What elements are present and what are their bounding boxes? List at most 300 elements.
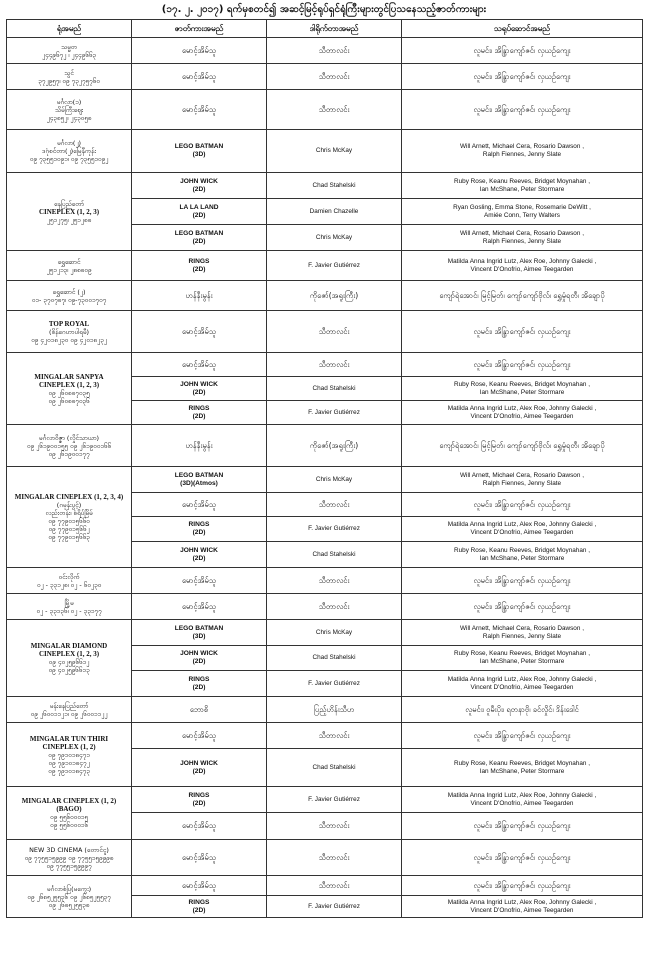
movie-cell [132, 281, 267, 311]
movie-cell-text: LA LA LAND [179, 203, 219, 211]
director-cell [267, 467, 402, 493]
cast-cell-text: Matilda Anna Ingrid Lutz, Alex Roe, Johnny Galecki , [447, 257, 597, 265]
movie-cell [132, 353, 267, 377]
movie-cell-text: မောင့်အိမ်သူ [181, 575, 217, 585]
movie-cell-text: (2D) [192, 211, 206, 219]
movie-cell [132, 64, 267, 90]
cast-cell [402, 671, 643, 697]
movie-cell-text: (2D) [192, 529, 206, 536]
movie-cell [132, 225, 267, 251]
cast-cell-text: Vincent D'Onofrio, Aimee Teegarden [470, 683, 574, 691]
movie-cell [132, 130, 267, 173]
movie-cell [132, 199, 267, 225]
theatre-cell [7, 251, 132, 281]
theatre-detail: ၀၉ ၄၂၀၁၈၂၃၀ ၀၉ ၄၂၀၁၈၂၃၂ [31, 335, 107, 344]
theatre-cell [7, 697, 132, 723]
cast-cell [402, 697, 643, 723]
cast-cell-text: လူမင်း၊ အိန္ဒြာကျော်ဇင်၊ လှယဉ်ကျေး [473, 71, 571, 81]
cast-cell-text: လူမင်း၊ အိန္ဒြာကျော်ဇင်၊ လှယဉ်ကျေး [473, 499, 571, 509]
director-cell-text: Chad Stahelski [312, 550, 356, 558]
cast-cell-text: လူမင်း၊ အိန္ဒြာကျော်ဇင်၊ လှယဉ်ကျေး [473, 730, 571, 740]
director-cell [267, 353, 402, 377]
cast-cell-text: လူမင်း၊ အိန္ဒြာကျော်ဇင်၊ လှယဉ်ကျေး [473, 326, 571, 336]
movie-cell-text: (2D) [192, 185, 206, 193]
cast-cell-text: Will Arnett, Michael Cera, Rosario Dawson , [460, 229, 584, 237]
cast-cell [402, 311, 643, 353]
director-cell [267, 377, 402, 401]
theatre-detail: ၀၂ - ၃၃၁၃၆၊ ၀၂ - ၃၃၁၇၇ [36, 606, 102, 615]
movie-cell [132, 377, 267, 401]
cast-cell-text: Ruby Rose, Keanu Reeves, Bridget Moynahan , [453, 546, 591, 554]
cast-cell [402, 173, 643, 199]
cast-cell-text: Ralph Fiennes, Jenny Slate [482, 151, 562, 158]
director-cell [267, 281, 402, 311]
movie-cell [132, 813, 267, 840]
director-cell-text: F. Javier Gutiérrez [308, 902, 360, 910]
movie-cell-text: (2D) [192, 767, 206, 775]
director-cell-text: သီတာလင်း [318, 730, 350, 740]
movie-cell [132, 517, 267, 542]
theatre-detail: ၂၅၁၂၁၃၊ ၂၈၈၈၀၉ [46, 265, 92, 274]
cast-cell-text: လူမင်း၊ အိန္ဒြာကျော်ဇင်၊ လှယဉ်ကျေး [473, 45, 571, 55]
director-cell [267, 517, 402, 542]
header-row [7, 20, 643, 38]
director-cell [267, 311, 402, 353]
theatre-cell [7, 876, 132, 918]
theatre-cell [7, 90, 132, 130]
movie-cell-text: (2D) [192, 265, 206, 273]
cast-cell [402, 401, 643, 425]
director-cell-text: ကိုဇော်(အရူးကြီး) [309, 290, 359, 300]
cast-cell [402, 646, 643, 671]
director-cell-text: Chad Stahelski [312, 763, 356, 771]
movie-cell-text: မောင့်အိမ်သူ [181, 71, 217, 81]
cast-cell [402, 281, 643, 311]
cast-cell-text: Amiée Conn, Terry Walters [484, 211, 560, 219]
theatre-cell [7, 64, 132, 90]
theatre-name: သွင် [64, 68, 74, 77]
theatre-detail: (စိန်ဂေဟာပါရမီ) [49, 327, 89, 336]
theatre-name: TOP ROYAL [48, 319, 90, 328]
theatre-detail: ၀၉ ၄၀၂၅၉၆၆၁၂ [48, 658, 90, 666]
director-cell [267, 620, 402, 646]
movie-cell-text: JOHN WICK [180, 650, 218, 657]
cast-cell-text: Ian McShane, Peter Stormare [479, 185, 565, 193]
director-cell [267, 723, 402, 749]
theatre-cell [7, 568, 132, 594]
theatre-name: မင်္ဂလာ(၁) [56, 97, 82, 106]
table-row [7, 425, 643, 467]
table-row [7, 876, 643, 896]
movie-cell-text: LEGO BATMAN [174, 229, 224, 237]
theatre-detail: ၀၉ ၂၆၈၅၂၅၅၃၆ ၀၉ ၂၆၈၅၂၅၅၃၇ [27, 892, 111, 901]
table-row [7, 90, 643, 130]
director-cell [267, 594, 402, 620]
director-cell-text: သီတာလင်း [318, 499, 350, 509]
director-cell [267, 38, 402, 64]
cast-cell [402, 620, 643, 646]
theatre-detail: သိမ်ကြီးဈေး [54, 105, 84, 114]
movie-cell [132, 620, 267, 646]
movie-cell-text: RINGS [188, 404, 210, 412]
cast-cell [402, 225, 643, 251]
theatre-detail: လည်းတန်း၊ စံရိပ်မြိမ် [45, 509, 93, 517]
theatre-detail: (BAGO) [56, 805, 82, 813]
cast-cell [402, 723, 643, 749]
cast-cell-text: Vincent D'Onofrio, Aimee Teegarden [470, 412, 574, 420]
table-row [7, 467, 643, 493]
theatre-detail: ၀၉ ၂၆၁၉၀၀၁၅၅ ၀၉ ၂၆၁၉၀၀၁၆၆ [26, 441, 112, 450]
movie-cell-text: (3D) [192, 151, 206, 158]
director-cell [267, 225, 402, 251]
director-cell-text: သီတာလင်း [318, 852, 350, 862]
header-movie: ဇာတ်ကားအမည် [132, 20, 267, 38]
movie-cell-text: JOHN WICK [180, 380, 218, 388]
cast-cell-text: ကျော်ရဲအောင်၊ မြင့်မြတ်၊ ကျော်ကျော်ဗိုလ်၊ ရွှေမှုံရတီ၊ အိချောပို [439, 440, 605, 450]
director-cell-text: Chris McKay [315, 233, 353, 241]
theatre-name: မြို့မ [64, 598, 74, 607]
movie-cell [132, 646, 267, 671]
director-cell-text: သီတာလင်း [318, 601, 350, 611]
theatre-detail: ၂၄၃၈၅၂၊ ၂၄၃၀၅၈ [46, 113, 92, 122]
cast-cell [402, 90, 643, 130]
director-cell-text: သီတာလင်း [318, 821, 350, 830]
cast-cell [402, 425, 643, 467]
director-cell-text: သီတာလင်း [318, 104, 350, 114]
theatre-detail: ၀၉ ၇၃၅၅၁၀၉၁၊ ၀၉ ၇၃၅၅၁၀၉၂ [29, 155, 109, 163]
cast-cell [402, 787, 643, 813]
director-cell-text: သီတာလင်း [318, 575, 350, 585]
movie-cell [132, 594, 267, 620]
theatre-name: ဝင်းလိုက် [58, 572, 80, 581]
movie-cell-text: (3D) [192, 632, 206, 640]
table-row [7, 620, 643, 646]
cast-cell [402, 64, 643, 90]
theatre-detail: ၀၉ ၂၆၁၉၀၀၁၇၇ [48, 449, 90, 458]
table-row [7, 38, 643, 64]
cast-cell [402, 130, 643, 173]
table-row [7, 594, 643, 620]
movie-cell-text: (2D) [192, 237, 206, 245]
movie-cell-text: မောင့်အိမ်သူ [181, 852, 217, 862]
theatre-name: မင်္ဂလာစံပြ(မကွေး) [46, 884, 92, 893]
director-cell-text: F. Javier Gutiérrez [308, 679, 360, 687]
theatre-cell [7, 130, 132, 173]
cast-cell-text: လူမင်း၊ အိန္ဒြာကျော်ဇင်၊ လှယဉ်ကျေး [473, 575, 571, 585]
theatre-cell [7, 38, 132, 64]
movie-cell-text: (2D) [192, 412, 206, 420]
movie-cell-text: (2D) [192, 388, 206, 396]
director-cell [267, 568, 402, 594]
director-cell-text: သီတာလင်း [318, 326, 350, 336]
cast-cell-text: Matilda Anna Ingrid Lutz, Alex Roe, Johnny Galecki , [447, 521, 597, 528]
movie-cell-text: (2D) [192, 658, 206, 665]
table-row [7, 723, 643, 749]
theatre-cell [7, 281, 132, 311]
table-row [7, 311, 643, 353]
theatre-detail: ၀၉ ၇၇၉၀၁၅၆၆၂ [48, 525, 90, 533]
theatre-detail: ၀၉ ၂၆၀၈၈၇၀၃၅ [48, 388, 90, 397]
director-cell-text: သီတာလင်း [318, 359, 350, 369]
theatre-detail: CINEPLEX (1, 2, 3) [38, 650, 100, 658]
cast-cell-text: Will Arnett, Michael Cera, Rosario Dawson , [460, 471, 584, 479]
theatre-name: မန်းနေပြည်တော် [49, 701, 89, 710]
director-cell-text: Chad Stahelski [312, 384, 356, 392]
movie-cell [132, 568, 267, 594]
cast-cell-text: Ruby Rose, Keanu Reeves, Bridget Moynahan , [453, 759, 591, 767]
cast-cell-text: Ruby Rose, Keanu Reeves, Bridget Moynahan , [453, 177, 591, 185]
movie-cell [132, 896, 267, 918]
cast-cell-text: Ralph Fiennes, Jenny Slate [482, 479, 562, 487]
director-cell [267, 251, 402, 281]
cast-cell-text: Ruby Rose, Keanu Reeves, Bridget Moynahan , [453, 650, 591, 657]
theatre-detail: CINEPLEX (1, 2, 3) [38, 207, 100, 216]
movie-cell-text: မောင့်အိမ်သူ [181, 45, 217, 55]
movie-cell-text: မောင့်အိမ်သူ [181, 880, 217, 890]
director-cell [267, 671, 402, 697]
movie-cell [132, 311, 267, 353]
theatre-detail: ၀၉ ၇၇၅၅၁၅၉၉၉ ၀၉ ၇၇၅၅၁၅၉၉၉၈ [24, 853, 114, 862]
movie-cell [132, 493, 267, 517]
cast-cell-text: Ian McShane, Peter Stormare [479, 767, 565, 775]
movie-cell-text: မောင့်အိမ်သူ [181, 821, 217, 830]
header-theatre: ရုံအမည် [7, 20, 132, 38]
movie-cell-text: RINGS [188, 675, 210, 683]
cast-cell-text: Matilda Anna Ingrid Lutz, Alex Roe, Johnny Galecki , [447, 791, 597, 799]
director-cell-text: Chad Stahelski [312, 654, 356, 661]
movie-cell-text: RINGS [188, 898, 210, 906]
cast-cell [402, 493, 643, 517]
director-cell [267, 749, 402, 787]
cast-cell [402, 467, 643, 493]
director-cell [267, 542, 402, 568]
director-cell [267, 173, 402, 199]
movie-cell-text: မောင့်အိမ်သူ [181, 730, 217, 740]
theatre-detail: ၂၅၁၂၇၅၊ ၂၅၁၂၈၈ [46, 215, 92, 224]
theatre-cell [7, 425, 132, 467]
cast-cell-text: လူမင်း၊ အိန္ဒြာကျော်ဇင်၊ လှယဉ်ကျေး [473, 601, 571, 611]
director-cell [267, 199, 402, 225]
theatre-name: MINGALAR TUN THIRI [29, 734, 109, 743]
theatre-detail: ၀၉ ၇၇၉၀၁၅၆၆၀ [48, 517, 90, 525]
movie-cell-text: LEGO BATMAN [174, 624, 224, 632]
movie-cell-text: ဘောစိ [189, 704, 209, 714]
movie-cell-text: JOHN WICK [180, 546, 218, 554]
movie-cell-text: မောင့်အိမ်သူ [181, 499, 217, 509]
movie-cell-text: LEGO BATMAN [174, 143, 224, 150]
movie-cell-text: (2D) [192, 683, 206, 691]
page-title: (၁၇. ၂. ၂၀၁၇) ရက်မှစတင်၍ အဆင့်မြင့်ရုပ်ရှင်ရုံကြီးများတွင်ပြသနေသည့်ဇာတ်ကားများ [161, 4, 487, 15]
table-row [7, 353, 643, 377]
theatre-name: NEW 3D CINEMA (တောင်ငူ) [29, 845, 109, 854]
director-cell [267, 813, 402, 840]
cast-cell [402, 353, 643, 377]
theatre-detail: ၀၉ ၂၆၀၈၈၇၀၃၆ [48, 396, 90, 405]
cast-cell [402, 251, 643, 281]
theatre-name: ရွှေဆောင် [57, 257, 81, 266]
director-cell [267, 787, 402, 813]
movie-cell [132, 697, 267, 723]
cast-cell-text: Ian McShane, Peter Stormare [479, 388, 565, 396]
movie-cell [132, 542, 267, 568]
director-cell [267, 697, 402, 723]
movie-cell-text: RINGS [188, 791, 210, 799]
director-cell-text: Chris McKay [315, 628, 353, 636]
cast-cell [402, 377, 643, 401]
director-cell [267, 493, 402, 517]
table-row [7, 787, 643, 813]
director-cell-text: သီတာလင်း [318, 71, 350, 81]
theatre-cell [7, 787, 132, 840]
movie-cell-text: (3D)(Atmos) [180, 479, 218, 487]
movie-cell [132, 671, 267, 697]
theatre-detail: ၀၉ ၇၉၁၀၁၈၄၇၁ [48, 750, 90, 759]
theatre-cell [7, 353, 132, 425]
theatre-cell [7, 620, 132, 697]
director-cell [267, 896, 402, 918]
theatre-detail: ၀၉ ၄၀၂၅၉၆၆၁၃ [48, 666, 90, 674]
table-row [7, 281, 643, 311]
theatre-name: နေပြည်တော် [54, 199, 84, 208]
theatre-detail: ၀၉ ၅၅၆၀၀၀၁၅ [50, 813, 88, 821]
movie-cell-text: မောင့်အိမ်သူ [181, 601, 217, 611]
theatre-detail: ၀၉ ၇၉၁၀၁၈၄၇၃ [48, 766, 90, 775]
cast-cell [402, 749, 643, 787]
theatre-detail: ၀၉ ၅၅၆၀၀၀၁၆ [50, 821, 88, 829]
movie-cell [132, 251, 267, 281]
cast-cell [402, 896, 643, 918]
cast-cell [402, 813, 643, 840]
cast-cell-text: လူမင်း၊ ဝူမီးပိုး၊ ရတနာဗို၊ ခင်လှိုင်၊ ဒိန်းဒေါင် [465, 704, 579, 714]
movie-cell [132, 173, 267, 199]
cast-cell-text: ကျော်ရဲအောင်၊ မြင့်မြတ်၊ ကျော်ကျော်ဗိုလ်၊ ရွှေမှုံရတီ၊ အိချောပို [439, 290, 605, 300]
cast-cell-text: Ralph Fiennes, Jenny Slate [482, 237, 562, 245]
cast-cell-text: Ian McShane, Peter Stormare [479, 658, 565, 665]
cast-cell-text: လူမင်း၊ အိန္ဒြာကျော်ဇင်၊ လှယဉ်ကျေး [473, 821, 571, 830]
movie-cell-text: မောင့်အိမ်သူ [181, 326, 217, 336]
theatre-name: မင်္ဂလာ(၂) [56, 139, 82, 147]
table-row [7, 64, 643, 90]
theatre-name: MINGALAR DIAMOND [30, 642, 108, 650]
cast-cell [402, 594, 643, 620]
director-cell-text: Chris McKay [315, 475, 353, 483]
director-cell-text: ပြည့်ဟိန်းသီဟ [313, 704, 355, 714]
table-row [7, 173, 643, 199]
movie-cell-text: မောင့်အိမ်သူ [181, 104, 217, 114]
cast-cell-text: Vincent D'Onofrio, Aimee Teegarden [470, 906, 574, 914]
theatre-detail: ဒဂုံစင်တာ(၂)မြေနီကုန်း [42, 147, 96, 155]
movie-cell [132, 425, 267, 467]
director-cell-text: Chad Stahelski [312, 181, 356, 189]
movie-cell-text: LEGO BATMAN [174, 471, 224, 479]
movie-cell-text: ဟန်နီးမွန်း [185, 290, 213, 300]
movie-cell [132, 723, 267, 749]
director-cell-text: F. Javier Gutiérrez [308, 261, 360, 269]
theatre-cell [7, 467, 132, 568]
movie-cell-text: (2D) [192, 906, 206, 914]
cast-cell [402, 542, 643, 568]
cast-cell-text: လူမင်း၊ အိန္ဒြာကျော်ဇင်၊ လှယဉ်ကျေး [473, 880, 571, 890]
cast-cell-text: Matilda Anna Ingrid Lutz, Alex Roe, Johnny Galecki , [447, 898, 597, 906]
director-cell-text: F. Javier Gutiérrez [308, 408, 360, 416]
theatre-detail: ၀၉ ၇၉၁၀၁၈၄၇၂ [48, 758, 90, 767]
director-cell [267, 876, 402, 896]
director-cell [267, 130, 402, 173]
theatre-detail: ၀၁- ၃၇၀၇၈၇၊ ၀၉-၇၃၀၀၁၇၀၇ [31, 295, 107, 304]
theatre-cell [7, 594, 132, 620]
theatre-cell [7, 173, 132, 251]
theatre-detail: ၂၄၄၉၆၇၂ ၊ ၂၄၄၉၆၆၃ [41, 50, 97, 59]
director-cell-text: Damien Chazelle [309, 207, 359, 215]
movie-cell-text: (2D) [192, 799, 206, 807]
cast-cell-text: Matilda Anna Ingrid Lutz, Alex Roe, Johnny Galecki , [447, 675, 597, 683]
theatre-name: MINGALAR CINEPLEX (1, 2) [21, 797, 117, 805]
director-cell-text: Chris McKay [315, 147, 353, 154]
theatre-detail: ၀၂ - ၃၃၁၂၈၊ ၀၂ - ၆၀၂၃၀ [36, 580, 102, 589]
theatre-detail: ၀၉ ၂၆၈၅၂၅၅၃၈ [48, 900, 90, 909]
director-cell-text: F. Javier Gutiérrez [308, 525, 360, 532]
movie-cell-text: ဟန်နီးမွန်း [185, 440, 213, 450]
director-cell [267, 401, 402, 425]
schedule-table [6, 19, 643, 918]
cast-cell-text: Matilda Anna Ingrid Lutz, Alex Roe, Johnny Galecki , [447, 404, 597, 412]
theatre-name: မင်္ဂလာဝိဇ္ဇာ (လှိုင်သာယာ) [38, 433, 100, 442]
movie-cell [132, 787, 267, 813]
theatre-detail: CINEPLEX (1, 2, 3) [38, 380, 100, 389]
director-cell-text: ကိုဇော်(အရူးကြီး) [309, 440, 359, 450]
cast-cell-text: Ralph Fiennes, Jenny Slate [482, 632, 562, 640]
movie-cell-text: (2D) [192, 554, 206, 562]
theatre-detail: ၀၉ ၇၇၅၅၁၅၉၉၉၇ [46, 861, 92, 870]
director-cell [267, 64, 402, 90]
theatre-detail: CINEPLEX (1, 2) [42, 742, 96, 751]
cast-cell-text: Vincent D'Onofrio, Aimee Teegarden [470, 529, 574, 536]
cast-cell-text: လူမင်း၊ အိန္ဒြာကျော်ဇင်၊ လှယဉ်ကျေး [473, 104, 571, 114]
movie-cell-text: မောင့်အိမ်သူ [181, 359, 217, 369]
table-row [7, 697, 643, 723]
director-cell-text: သီတာလင်း [318, 45, 350, 55]
theatre-name: MINGALAR CINEPLEX (1, 2, 3, 4) [14, 493, 124, 501]
movie-cell [132, 876, 267, 896]
cast-cell-text: Ian McShane, Peter Stormare [479, 554, 565, 562]
header-director: ဒါရိုက်တာအမည် [267, 20, 402, 38]
director-cell [267, 90, 402, 130]
theatre-detail: ၃၇၂၉၅၇၊ ၀၉ ၇၃၂၇၅၇၆၀ [38, 76, 100, 85]
theatre-name: MINGALAR SANPYA [34, 372, 104, 381]
movie-cell-text: RINGS [188, 521, 210, 528]
director-cell [267, 840, 402, 876]
cast-cell [402, 517, 643, 542]
movie-cell-text: RINGS [188, 257, 210, 265]
cast-cell-text: Vincent D'Onofrio, Aimee Teegarden [470, 799, 574, 807]
theatre-name: သမ္မတ [60, 42, 78, 51]
theatre-detail: ၀၉ ၂၆၀၀၁၁၂၁၊ ၀၉ ၂၆၀၀၁၁၂၂ [30, 709, 108, 718]
movie-cell [132, 467, 267, 493]
schedule-body [7, 38, 643, 918]
movie-cell [132, 90, 267, 130]
movie-cell [132, 749, 267, 787]
director-cell [267, 425, 402, 467]
table-row [7, 130, 643, 173]
movie-cell-text: JOHN WICK [180, 177, 218, 185]
header-cast: သရုပ်ဆောင်အမည် [402, 20, 643, 38]
theatre-cell [7, 723, 132, 787]
theatre-name: ရွှေဆောင် (၂) [52, 287, 86, 296]
director-cell-text: F. Javier Gutiérrez [308, 795, 360, 803]
cast-cell-text: လူမင်း၊ အိန္ဒြာကျော်ဇင်၊ လှယဉ်ကျေး [473, 359, 571, 369]
cast-cell-text: Ryan Gosling, Emma Stone, Rosemarie DeWitt , [453, 203, 591, 211]
theatre-cell [7, 840, 132, 876]
